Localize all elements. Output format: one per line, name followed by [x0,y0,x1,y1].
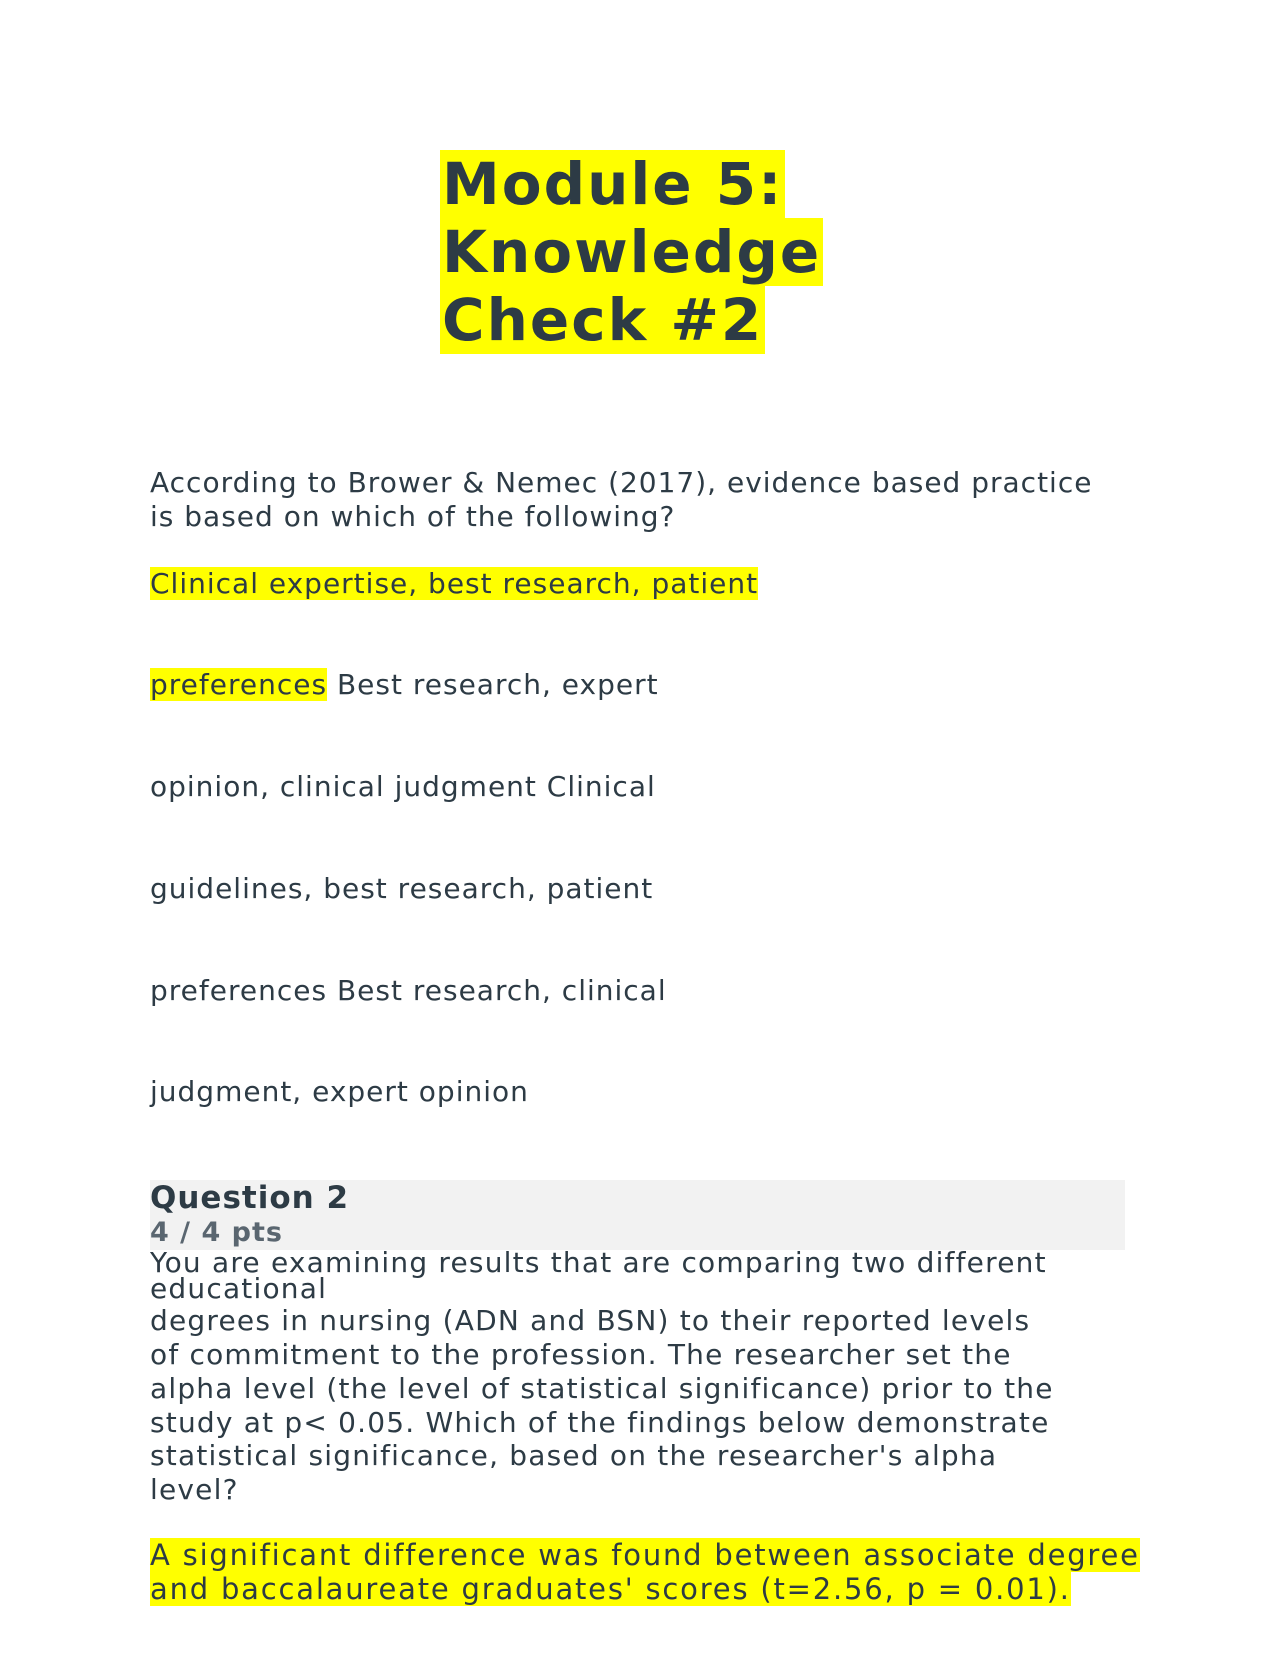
answer-option-line: opinion, clinical judgment Clinical [150,770,656,803]
page-title [440,150,960,354]
question-2-prompt-line: study at p< 0.05. Which of the findings below demonstrate [150,1406,1050,1439]
title-line: Knowledge [442,218,822,286]
question-2-title: Question 2 [150,1180,350,1216]
answer-option-line: preferences Best research, expert [150,668,659,701]
title-line: Module 5: [442,150,784,218]
answer-option-line: guidelines, best research, patient [150,872,654,905]
selected-answer-highlight: Clinical expertise, best research, patient [150,567,759,600]
question-2-prompt-line: of commitment to the profession. The researcher set the [150,1338,1012,1371]
selected-answer-highlight: and baccalaureate graduates' scores (t=2.56, p = 0.01). [150,1572,1071,1606]
question-2-points: 4 / 4 pts [150,1217,283,1248]
question-2-prompt-line: You are examining results that are comparing two different [150,1246,1047,1279]
answer-option-line: preferences Best research, clinical [150,974,667,1007]
title-line: Check #2 [442,286,764,354]
question-2-prompt-line: statistical significance, based on the researcher's alpha [150,1439,998,1472]
question-2-prompt-line: educational [150,1272,328,1305]
selected-answer-highlight: preferences [150,668,328,701]
question-2-prompt-line: alpha level (the level of statistical significance) prior to the [150,1372,1054,1405]
question-2-prompt-line: level? [150,1473,239,1506]
selected-answer-highlight: A significant difference was found between associate degree [150,1538,1140,1572]
question-1-prompt: According to Brower & Nemec (2017), evidence based practice is based on which of the following? [150,466,1093,533]
question-2-prompt-line: degrees in nursing (ADN and BSN) to their reported levels [150,1304,1031,1337]
answer-option-line [150,567,758,601]
answer-option-line: judgment, expert opinion [150,1075,529,1108]
